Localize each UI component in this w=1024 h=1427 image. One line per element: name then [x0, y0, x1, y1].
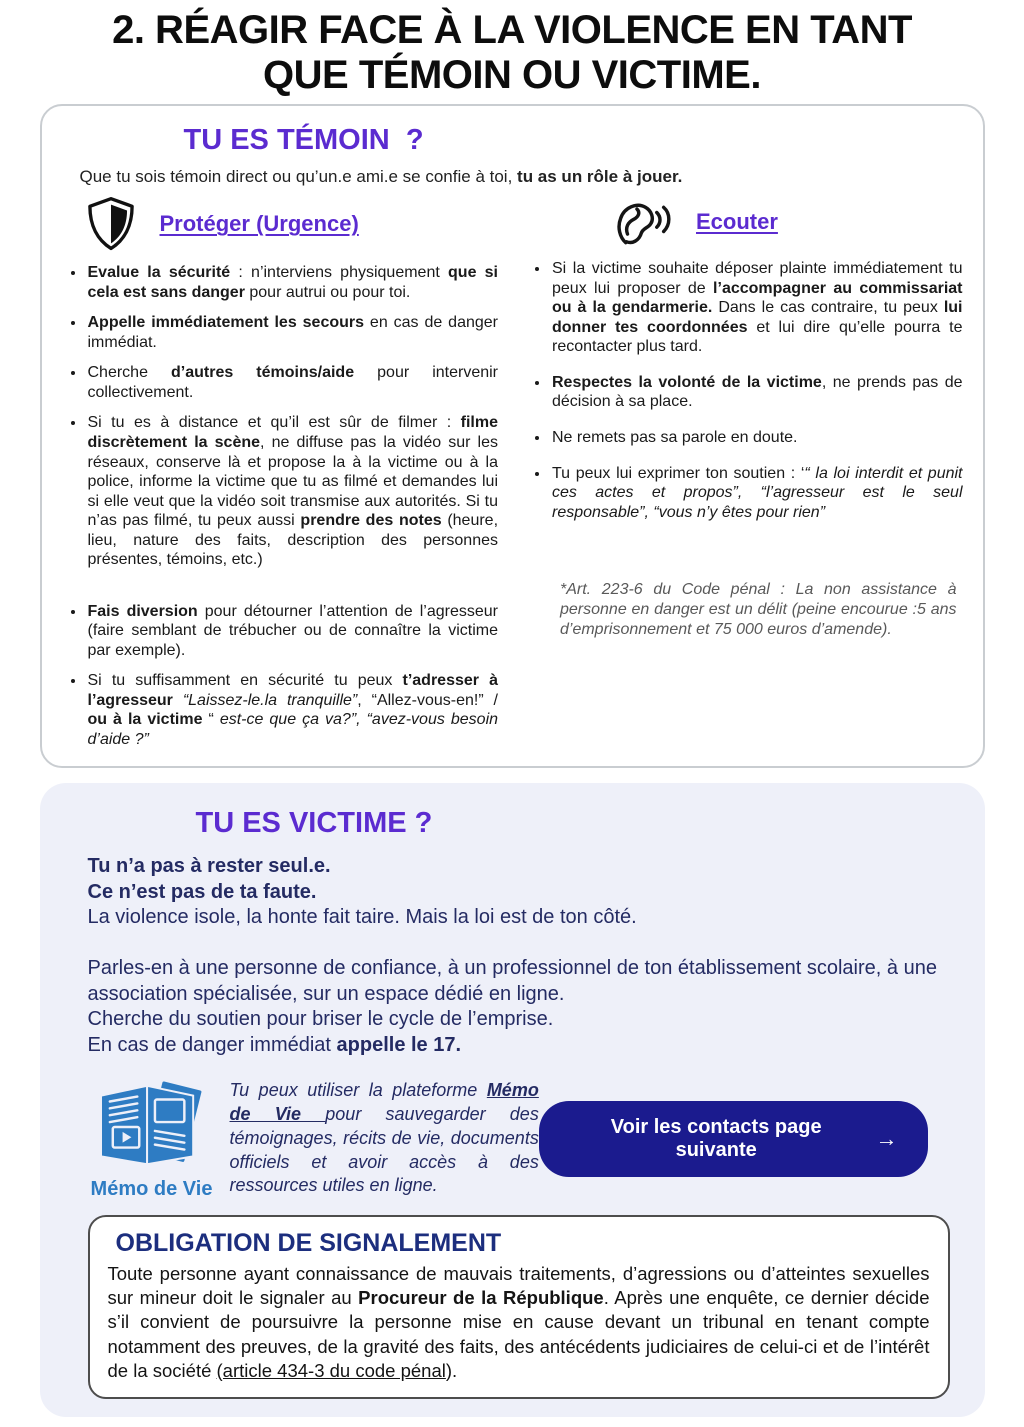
proteger-list	[62, 263, 499, 749]
ecouter-column	[526, 195, 963, 760]
bullet-item: • Appelle immédiatement les secours en cas de danger immédiat.	[86, 313, 499, 352]
bullet-item: • Si tu suffisamment en sécurité tu peux t’adresser à l’agresseur “Laissez-le.la tranquille”, “Allez-vous-en!” / ou à la victime “ est-ce que ça va?”, “avez-vous besoin d’aide ?”	[86, 671, 499, 749]
memo-row	[88, 1076, 950, 1201]
page-title	[0, 8, 1024, 98]
victime-line: La violence isole, la honte fait taire. Mais la loi est de ton côté.	[87, 906, 637, 929]
ecouter-list	[526, 259, 963, 522]
victime-line: Ce n’est pas de ta faute.	[87, 880, 317, 903]
obligation-body: Toute personne ayant connaissance de mauvais traitements, d’agressions ou d’atteintes sexuelles sur mineur doit le signaler au Procureur de la République. Après une enquête, ce dernier décide s’il convient de poursuivre la personne mise en cause devant un tribunal en tenant compte notamment des preuves, de la gravité des faits, des antécédents judiciaires de celui-ci et de l’intérêt de la société (article 434-3 du code pénal).	[107, 1263, 930, 1381]
proteger-column	[62, 195, 499, 760]
temoin-intro: Que tu sois témoin direct ou qu’un.e ami.e se confie à toi, tu as un rôle à jouer.	[79, 167, 683, 187]
shield-icon	[84, 195, 138, 253]
memo-de-vie-label: Mémo de Vie	[90, 1178, 213, 1201]
bullet-item: • Respectes la volonté de la victime, ne prends pas de décision à sa place.	[550, 373, 963, 412]
ecouter-header	[612, 195, 963, 249]
bullet-item: • Si tu es à distance et qu’il est sûr de filmer : filme discrètement la scène, ne diffuse pas la vidéo sur les réseaux, conserve là et propose la à la victime ou à la police, informe la victime que tu as filmé et demandes lui si elle veut que la vidéo soit transmise aux autorités. Si tu n’as pas filmé, tu peux aussi prendre des notes (heure, lieu, nature des faits, description des personnes présentes, témoins, etc.)	[86, 413, 499, 569]
proteger-title: Protéger (Urgence)	[159, 211, 359, 237]
contacts-button-label: Voir les contacts page suivante	[610, 1115, 822, 1161]
bullet-item: • Fais diversion pour détourner l’attention de l’agresseur (faire semblant de trébucher ou de connaître la victime par exemple).	[86, 602, 499, 661]
victime-line: Cherche du soutien pour briser le cycle de l’emprise.	[87, 1008, 554, 1031]
memo-text: Tu peux utiliser la plateforme Mémo de Vie pour sauvegarder des témoignages, récits de vie, documents officiels et avoir accès à des ressources utiles en ligne.	[229, 1080, 539, 1196]
victime-line: En cas de danger immédiat appelle le 17.	[87, 1033, 462, 1056]
ecouter-title: Ecouter	[696, 209, 778, 235]
page-title-line1: 2. RÉAGIR FACE À LA VIOLENCE EN TANT	[112, 8, 912, 52]
bullet-item: • Ne remets pas sa parole en doute.	[550, 428, 963, 448]
temoin-columns	[62, 195, 963, 760]
victime-heading: TU ES VICTIME ?	[195, 807, 433, 840]
memo-book-icon	[88, 1076, 216, 1176]
victime-section	[40, 783, 985, 1416]
bullet-item: • Evalue la sécurité : n’interviens physiquement que si cela est sans danger pour autrui ou pour toi.	[86, 263, 499, 302]
temoin-section	[40, 104, 985, 768]
contacts-button[interactable]	[539, 1101, 928, 1177]
bullet-item: • Si la victime souhaite déposer plainte immédiatement tu peux lui proposer de l’accompagner au commissariat ou à la gendarmerie. Dans le cas contraire, tu peux lui donner tes coordonnées et lui dire qu’elle pourra te recontacter plus tard.	[550, 259, 963, 357]
bullet-item: • Cherche d’autres témoins/aide pour intervenir collectivement.	[86, 363, 499, 402]
memo-de-vie-logo	[88, 1076, 216, 1201]
obligation-heading: OBLIGATION DE SIGNALEMENT	[115, 1229, 502, 1258]
page-title-line2: QUE TÉMOIN OU VICTIME.	[263, 53, 761, 98]
victime-line: Tu n’a pas à rester seul.e.	[87, 855, 331, 878]
arrow-right-icon: →	[875, 1125, 898, 1151]
temoin-heading: TU ES TÉMOIN ?	[183, 124, 424, 157]
victime-line: Parles-en à une personne de confiance, à un professionnel de ton établissement scolaire, à une association spécialisée, sur un espace dédié en ligne.	[87, 956, 937, 1005]
legal-note: *Art. 223-6 du Code pénal : La non assistance à personne en danger est un délit (peine encourue :5 ans d’emprisonnement et 75 000 euros d’amende).	[560, 581, 957, 638]
bullet-item: • Tu peux lui exprimer ton soutien : ‘“ la loi interdit et punit ces actes et propos”, “l’agresseur est le seul responsable”, “vous n’y êtes pour rien”	[550, 464, 963, 523]
obligation-box	[88, 1215, 950, 1398]
proteger-header	[84, 195, 499, 253]
ear-icon	[612, 195, 674, 249]
